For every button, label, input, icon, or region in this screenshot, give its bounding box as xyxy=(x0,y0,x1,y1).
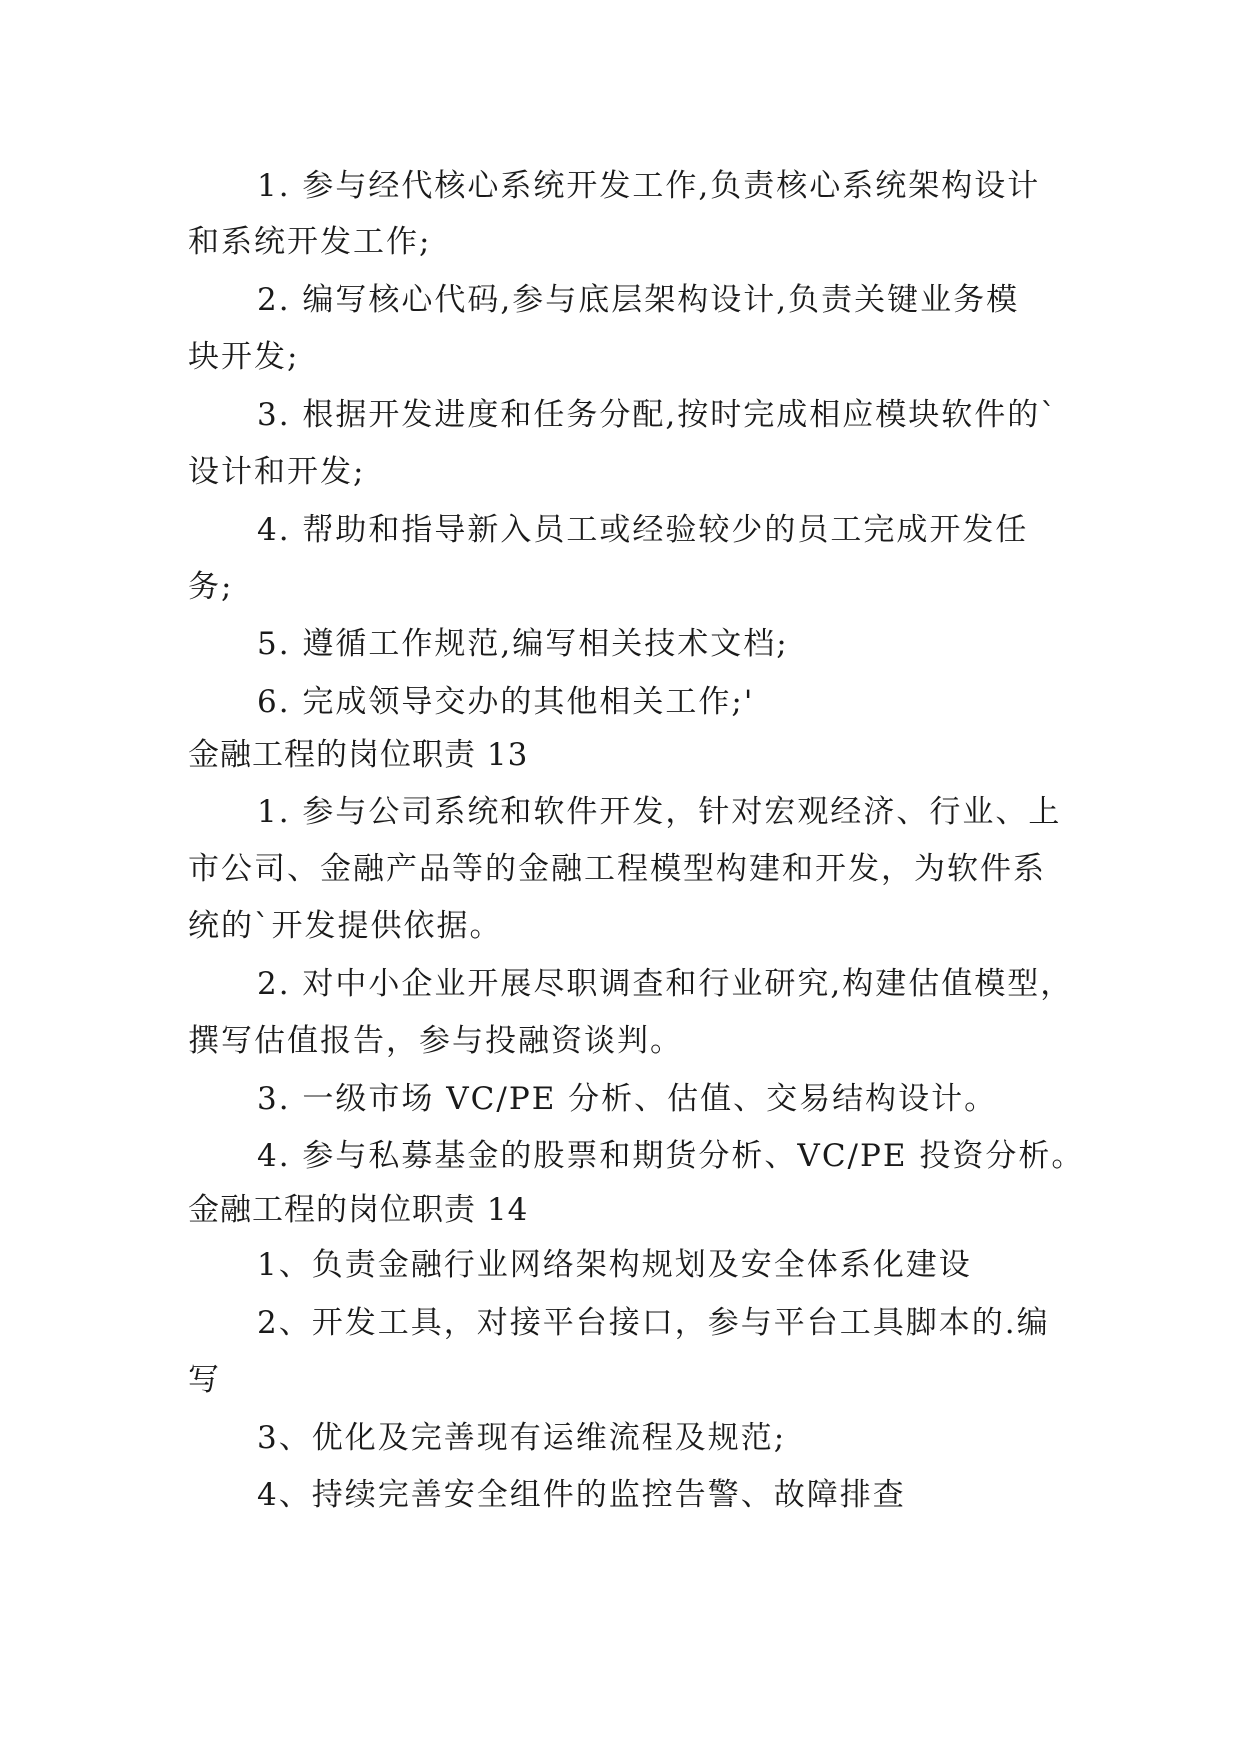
text-line: 5. 遵循工作规范,编写相关技术文档; xyxy=(257,626,789,662)
text-line: 2、开发工具，对接平台接口，参与平台工具脚本的.编 xyxy=(257,1305,1050,1341)
section-heading: 金融工程的岗位职责 13 xyxy=(188,737,529,773)
text-line: 6. 完成领导交办的其他相关工作;' xyxy=(257,684,755,720)
text-line: 块开发; xyxy=(188,339,300,375)
text-line: 2. 编写核心代码,参与底层架构设计,负责关键业务模 xyxy=(257,282,1020,318)
text-line: 和系统开发工作; xyxy=(188,224,432,260)
text-line: 统的`开发提供依据。 xyxy=(188,908,503,944)
text-line: 3. 根据开发进度和任务分配,按时完成相应模块软件的` xyxy=(257,397,1058,433)
text-line: 务; xyxy=(188,569,234,605)
text-line: 撰写估值报告，参与投融资谈判。 xyxy=(188,1023,683,1059)
text-line: 3. 一级市场 VC/PE 分析、估值、交易结构设计。 xyxy=(257,1081,998,1117)
section-heading: 金融工程的岗位职责 14 xyxy=(188,1192,529,1228)
text-line: 1. 参与公司系统和软件开发，针对宏观经济、行业、上 xyxy=(257,794,1062,830)
text-line: 4. 参与私募基金的股票和期货分析、VC/PE 投资分析。 xyxy=(257,1138,1085,1174)
text-line: 市公司、金融产品等的金融工程模型构建和开发，为软件系 xyxy=(188,851,1046,887)
text-line: 1、负责金融行业网络架构规划及安全体系化建设 xyxy=(257,1247,972,1283)
text-line: 写 xyxy=(188,1362,221,1398)
text-line: 设计和开发; xyxy=(188,454,366,490)
text-line: 4. 帮助和指导新入员工或经验较少的员工完成开发任 xyxy=(257,512,1029,548)
text-line: 1. 参与经代核心系统开发工作,负责核心系统架构设计 xyxy=(257,168,1041,204)
text-line: 4、持续完善安全组件的监控告警、故障排查 xyxy=(257,1477,906,1513)
text-line: 3、优化及完善现有运维流程及规范; xyxy=(257,1420,787,1456)
text-line: 2. 对中小企业开展尽职调查和行业研究,构建估值模型， xyxy=(257,966,1074,1002)
